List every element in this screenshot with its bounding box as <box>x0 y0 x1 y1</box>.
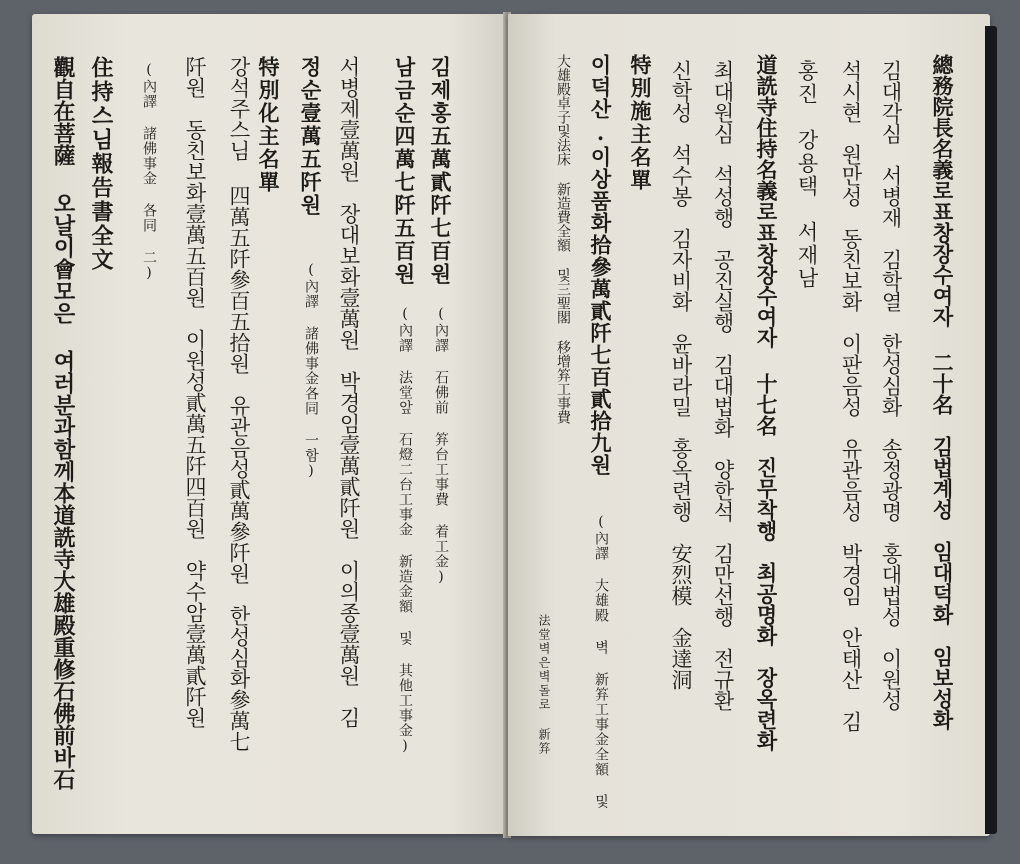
text-column: 정순壹萬五阡원 <box>298 56 323 217</box>
section-heading: 特別施主名單 <box>628 54 653 192</box>
section-heading: 特別化主名單 <box>256 56 281 194</box>
text-column: 阡원 동친보화壹萬五百원 이원성貳萬五阡四百원 약수암壹萬貳阡원 <box>183 56 207 728</box>
text-column: 김제홍五萬貳阡七百원 <box>428 56 453 286</box>
text-column: 신학성 석수봉 김자비화 윤바라밀 홍옥련행 安烈模 金達洞 <box>669 60 693 690</box>
text-column: 觀自在菩薩 오날이會모은 여러분과함께本道詵寺大雄殿重修石佛前바石 <box>50 56 76 790</box>
text-column: 김대각심 서병재 김학열 한성심화 송정광명 홍대법성 이원성 <box>879 60 903 711</box>
text-column-note: 法堂벽은벽돌로 新笲 <box>537 614 551 756</box>
text-column: 남금순四萬七阡五百원 <box>392 56 417 286</box>
text-column-note: (內譯 法堂앞 石燈二台工事金 新造金額 및 其他工事金) <box>397 306 413 755</box>
text-column: 강석주스님 四萬五阡參百五拾원 유관음성貳萬參阡원 한성심화參萬七 <box>227 56 251 752</box>
right-page <box>508 14 990 836</box>
left-page <box>32 14 506 834</box>
book-cover-edge <box>985 26 997 834</box>
text-column: 홍진 강용택 서재남 <box>795 60 819 290</box>
text-column: 總務院長名義로표창장수여자 二十名 김법계성 임대덕화 임보성화 <box>930 54 955 730</box>
text-column: 석시현 원만성 동친보화 이판음성 유관음성 박경임 안태산 김 <box>839 60 863 732</box>
text-column-note: 大雄殿卓子및法床 新造費全額 및三聖閣 移增笲工事費 <box>555 54 571 424</box>
text-column-note: (內譯 石佛前 笲台工事費 着工金) <box>433 306 449 586</box>
text-column-note: (內譯 諸佛事金各同 一함) <box>303 262 319 480</box>
text-column: 서병제壹萬원 장대보화壹萬원 박경임壹萬貳阡원 이의종壹萬원 김 <box>337 56 361 728</box>
text-column-note: (內譯 諸佛事金 各同 二) <box>141 62 157 282</box>
text-column-note: (內譯 大雄殿 벽 新笲工事金全額 및 <box>593 514 609 809</box>
section-heading: 住持스님報告書全文 <box>88 56 114 272</box>
text-column: 최대원심 석성행 공진실행 김대법화 양한석 김만선행 전규환 <box>711 60 735 711</box>
text-column: 道詵寺住持名義로표창장수여자 十七名 진무착행 최공명화 장옥련화 <box>754 54 779 751</box>
text-column: 이덕산.이상품화拾參萬貳阡七百貳拾九원 <box>588 54 613 476</box>
